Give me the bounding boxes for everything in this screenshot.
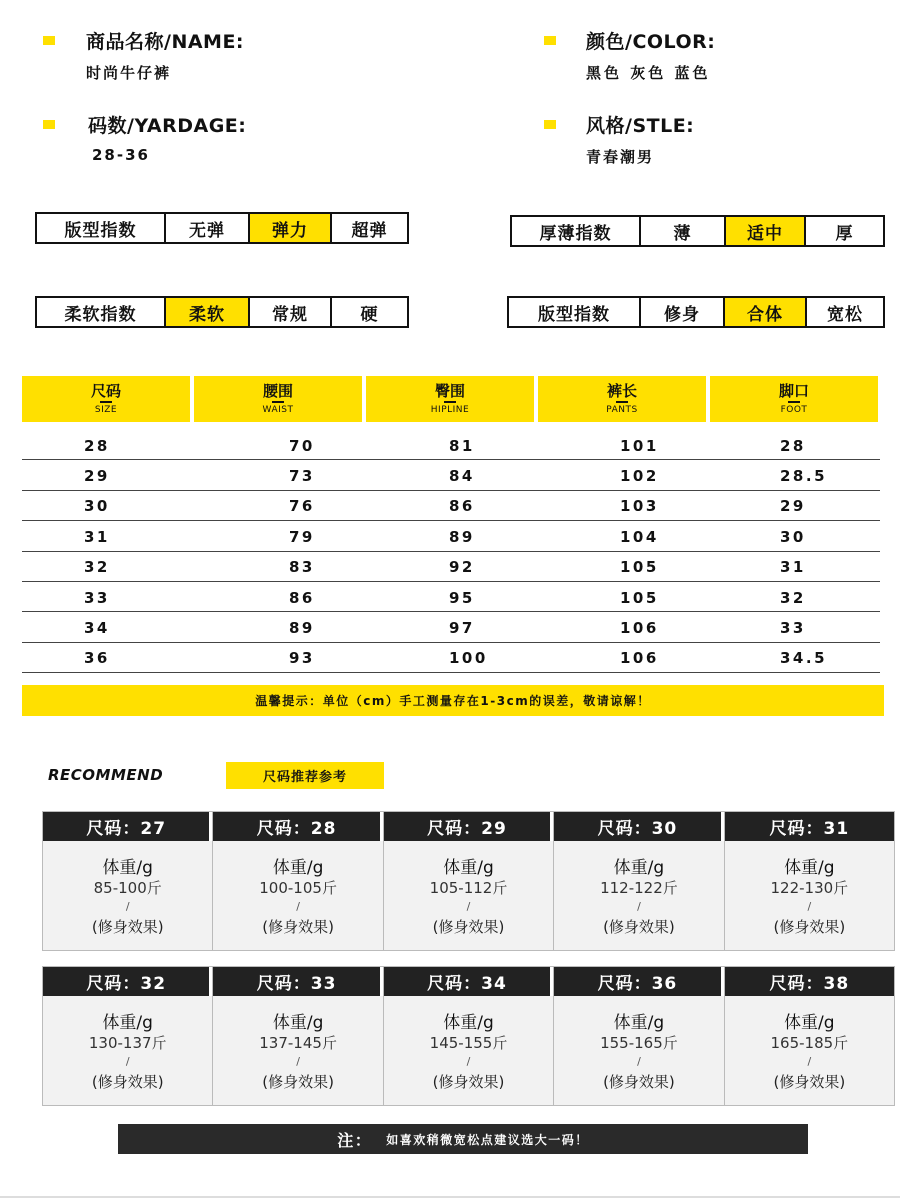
header-divider xyxy=(444,401,456,403)
weight-label: 体重/g xyxy=(102,1013,153,1033)
weight-label: 体重/g xyxy=(443,858,494,878)
recommend-size: 尺码：29 xyxy=(384,812,553,841)
fit-effect: (修身效果) xyxy=(91,918,164,936)
scale-option: 硬 xyxy=(330,298,407,326)
recommend-card xyxy=(725,966,895,1106)
recommend-body xyxy=(725,841,894,950)
cell-waist: 89 xyxy=(289,619,315,638)
header-cn: 臀围 xyxy=(434,382,465,400)
cell-size: 33 xyxy=(84,588,110,607)
scale-option: 超弹 xyxy=(330,214,407,242)
info-value: 黑色 灰色 蓝色 xyxy=(586,64,711,82)
scale-option: 宽松 xyxy=(805,298,883,326)
cell-hipline: 97 xyxy=(449,619,475,638)
scale-option-selected: 适中 xyxy=(724,217,804,245)
recommend-size: 尺码：30 xyxy=(554,812,723,841)
cell-size: 36 xyxy=(84,649,110,668)
weight-label: 体重/g xyxy=(102,858,153,878)
fit-effect: (修身效果) xyxy=(603,1073,675,1091)
recommend-row xyxy=(42,966,895,1106)
fit-effect: (修身效果) xyxy=(603,918,675,936)
cell-size: 34 xyxy=(84,619,110,638)
scale-title: 厚薄指数 xyxy=(539,223,612,244)
header-cn: 裤长 xyxy=(606,382,637,400)
bullet-marker xyxy=(544,120,556,129)
scale-option: 常规 xyxy=(248,298,330,326)
weight-range: 145-155斤 xyxy=(429,1034,508,1052)
weight-range: 100-105斤 xyxy=(259,879,337,897)
cell-hipline: 81 xyxy=(449,436,475,455)
recommend-size: 尺码：38 xyxy=(725,967,894,996)
cell-waist: 79 xyxy=(289,527,315,546)
table-row xyxy=(22,430,880,460)
recommend-card xyxy=(725,811,895,951)
weight-range: 155-165斤 xyxy=(600,1034,678,1052)
scale-stretch xyxy=(35,212,409,244)
header-divider xyxy=(788,401,800,403)
scale-title: 版型指数 xyxy=(64,220,137,241)
weight-label: 体重/g xyxy=(613,858,665,878)
recommend-badge: 尺码推荐参考 xyxy=(226,762,384,789)
recommend-card xyxy=(384,966,554,1106)
cell-hipline: 92 xyxy=(449,558,475,577)
scale-fit xyxy=(507,296,885,328)
header-pants xyxy=(538,376,706,422)
cell-size: 28 xyxy=(84,436,110,455)
separator: / xyxy=(125,1055,130,1068)
weight-label: 体重/g xyxy=(272,1013,324,1033)
header-en: FOOT xyxy=(780,405,808,415)
cell-foot: 28 xyxy=(780,436,806,455)
measurement-note: 温馨提示：单位（cm）手工测量存在1-3cm的误差，敬请谅解！ xyxy=(22,685,884,716)
weight-label: 体重/g xyxy=(443,1013,494,1033)
cell-size: 31 xyxy=(84,527,110,546)
header-en: SIZE xyxy=(94,405,118,415)
header-en: HIPLINE xyxy=(430,405,470,415)
weight-label: 体重/g xyxy=(784,1013,835,1033)
table-row xyxy=(22,552,880,582)
table-row xyxy=(22,582,880,612)
recommend-card xyxy=(554,966,724,1106)
info-label: 商品名称/NAME: xyxy=(86,31,245,53)
cell-foot: 29 xyxy=(780,497,806,516)
cell-waist: 86 xyxy=(289,588,315,607)
header-en: WAIST xyxy=(262,405,294,415)
weight-label: 体重/g xyxy=(784,858,835,878)
recommend-body xyxy=(213,996,382,1105)
recommend-size: 尺码：36 xyxy=(554,967,723,996)
header-cn: 尺码 xyxy=(90,382,121,400)
bullet-marker xyxy=(43,120,55,129)
scale-option-selected: 柔软 xyxy=(164,298,248,326)
header-cn: 腰围 xyxy=(262,382,293,400)
recommend-body xyxy=(43,841,212,950)
info-value: 时尚牛仔裤 xyxy=(86,64,172,82)
recommend-size: 尺码：27 xyxy=(43,812,212,841)
cell-waist: 83 xyxy=(289,558,315,577)
cell-pants: 106 xyxy=(620,619,659,638)
separator: / xyxy=(296,1055,300,1068)
separator: / xyxy=(466,1055,471,1068)
separator: / xyxy=(637,900,641,913)
cell-hipline: 100 xyxy=(449,649,488,668)
cell-pants: 102 xyxy=(620,467,659,486)
fit-effect: (修身效果) xyxy=(773,918,846,936)
recommend-body xyxy=(554,841,723,950)
recommend-card xyxy=(213,811,383,951)
separator: / xyxy=(807,900,812,913)
recommend-body xyxy=(554,996,723,1105)
recommend-body xyxy=(384,841,553,950)
fit-effect: (修身效果) xyxy=(432,1073,505,1091)
cell-size: 29 xyxy=(84,467,110,486)
cell-foot: 30 xyxy=(780,527,806,546)
recommend-body xyxy=(43,996,212,1105)
cell-pants: 105 xyxy=(620,588,659,607)
cell-waist: 93 xyxy=(289,649,315,668)
recommend-card xyxy=(213,966,383,1106)
weight-label: 体重/g xyxy=(272,858,324,878)
header-size xyxy=(22,376,190,422)
recommend-size: 尺码：34 xyxy=(384,967,553,996)
info-value: 28-36 xyxy=(92,146,150,164)
bottom-note-text: 如喜欢稍微宽松点建议选大一码！ xyxy=(386,1132,589,1147)
bullet-marker xyxy=(544,36,556,45)
cell-size: 32 xyxy=(84,558,110,577)
header-hipline xyxy=(366,376,534,422)
fit-effect: (修身效果) xyxy=(432,918,505,936)
header-en: PANTS xyxy=(606,405,638,415)
recommend-row xyxy=(42,811,895,951)
recommend-size: 尺码：31 xyxy=(725,812,894,841)
weight-range: 137-145斤 xyxy=(259,1034,337,1052)
bullet-marker xyxy=(43,36,55,45)
table-row xyxy=(22,491,880,521)
cell-waist: 70 xyxy=(289,436,315,455)
cell-pants: 104 xyxy=(620,527,659,546)
fit-effect: (修身效果) xyxy=(773,1073,846,1091)
scale-softness xyxy=(35,296,409,328)
scale-title: 柔软指数 xyxy=(64,304,137,325)
cell-foot: 32 xyxy=(780,588,806,607)
recommend-body xyxy=(725,996,894,1105)
header-waist xyxy=(194,376,362,422)
recommend-body xyxy=(384,996,553,1105)
scale-option: 厚 xyxy=(804,217,883,245)
cell-size: 30 xyxy=(84,497,110,516)
separator: / xyxy=(125,900,130,913)
recommend-size: 尺码：33 xyxy=(213,967,382,996)
separator: / xyxy=(296,900,300,913)
cell-waist: 73 xyxy=(289,467,315,486)
cell-pants: 103 xyxy=(620,497,659,516)
scale-option-selected: 合体 xyxy=(723,298,805,326)
bottom-note-prefix: 注： xyxy=(337,1130,373,1150)
header-foot xyxy=(710,376,878,422)
recommend-size: 尺码：32 xyxy=(43,967,212,996)
separator: / xyxy=(637,1055,641,1068)
recommend-card xyxy=(384,811,554,951)
recommend-card xyxy=(42,966,213,1106)
footer-divider xyxy=(0,1196,900,1198)
cell-foot: 33 xyxy=(780,619,806,638)
table-row xyxy=(22,612,880,642)
scale-option: 修身 xyxy=(639,298,723,326)
separator: / xyxy=(466,900,471,913)
header-divider xyxy=(272,401,284,403)
cell-pants: 105 xyxy=(620,558,659,577)
scale-option-selected: 弹力 xyxy=(248,214,330,242)
scale-title: 版型指数 xyxy=(538,304,610,325)
table-row xyxy=(22,521,880,551)
info-label: 风格/STLE: xyxy=(586,115,695,137)
weight-range: 165-185斤 xyxy=(770,1034,849,1052)
weight-range: 122-130斤 xyxy=(770,879,849,897)
cell-hipline: 84 xyxy=(449,467,475,486)
weight-range: 130-137斤 xyxy=(88,1034,167,1052)
recommend-title: RECOMMEND xyxy=(48,766,164,784)
cell-waist: 76 xyxy=(289,497,315,516)
weight-label: 体重/g xyxy=(613,1013,665,1033)
table-row xyxy=(22,460,880,490)
cell-foot: 28.5 xyxy=(780,467,828,486)
weight-range: 105-112斤 xyxy=(429,879,508,897)
scale-option: 无弹 xyxy=(164,214,248,242)
bottom-note xyxy=(118,1124,808,1154)
recommend-size: 尺码：28 xyxy=(213,812,382,841)
separator: / xyxy=(807,1055,812,1068)
scale-option: 薄 xyxy=(639,217,724,245)
fit-effect: (修身效果) xyxy=(262,1073,334,1091)
weight-range: 112-122斤 xyxy=(600,879,678,897)
scale-thickness xyxy=(510,215,885,247)
recommend-card xyxy=(42,811,213,951)
weight-range: 85-100斤 xyxy=(93,879,162,897)
info-label: 颜色/COLOR: xyxy=(586,31,716,53)
cell-hipline: 86 xyxy=(449,497,475,516)
fit-effect: (修身效果) xyxy=(91,1073,164,1091)
cell-hipline: 95 xyxy=(449,588,475,607)
cell-foot: 34.5 xyxy=(780,649,828,668)
cell-pants: 101 xyxy=(620,436,659,455)
fit-effect: (修身效果) xyxy=(262,918,334,936)
size-table-header xyxy=(22,376,878,422)
recommend-body xyxy=(213,841,382,950)
cell-hipline: 89 xyxy=(449,527,475,546)
info-value: 青春潮男 xyxy=(586,148,655,166)
header-divider xyxy=(616,401,628,403)
table-row xyxy=(22,643,880,673)
info-label: 码数/YARDAGE: xyxy=(88,115,247,137)
cell-foot: 31 xyxy=(780,558,806,577)
size-table-rows xyxy=(22,430,880,673)
recommend-card xyxy=(554,811,724,951)
header-divider xyxy=(100,401,112,403)
header-cn: 脚口 xyxy=(778,382,809,400)
cell-pants: 106 xyxy=(620,649,659,668)
